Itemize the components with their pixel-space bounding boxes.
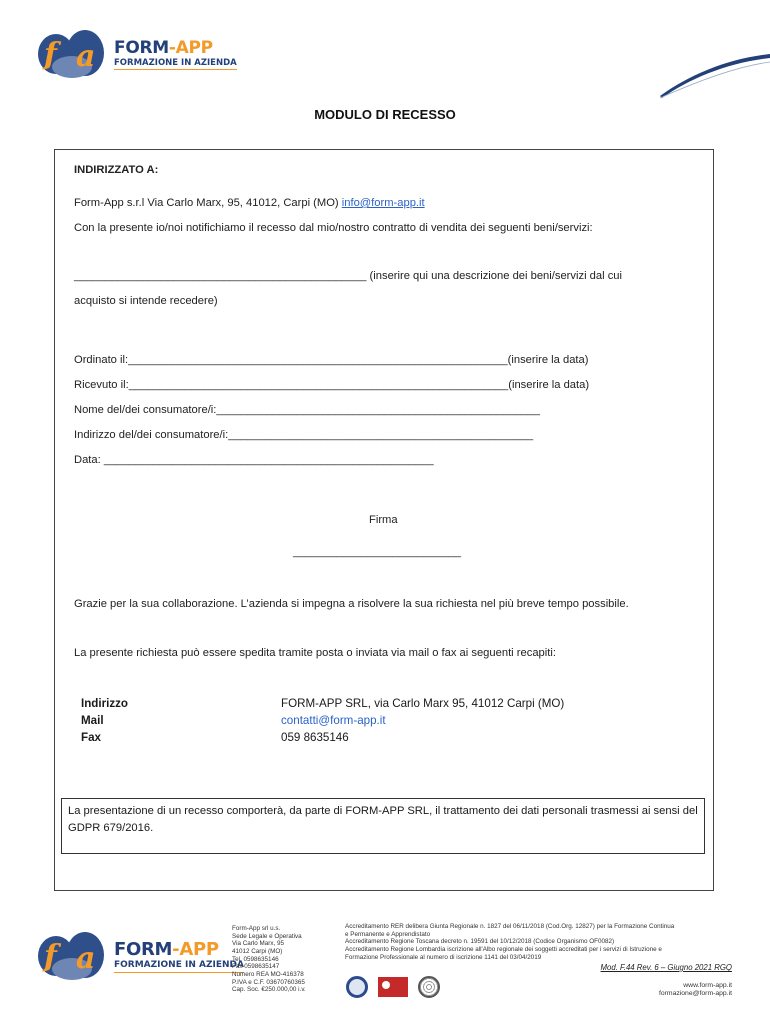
swoosh-decoration-icon (660, 44, 770, 100)
form-box (54, 149, 714, 891)
logo-mark-icon: f a (36, 30, 106, 80)
goods-description-field[interactable]: _______________________________________________ (inserire qui una descrizione dei beni/servizi dal cui (74, 270, 623, 282)
ordered-date-field[interactable]: Ordinato il:_____________________________________________________________(inserire la data) (74, 354, 589, 366)
accreditation-seal-icon (346, 976, 368, 998)
logo-subtitle: FORMAZIONE IN AZIENDA (114, 58, 237, 70)
address-line: Form-App s.r.l Via Carlo Marx, 95, 41012, Carpi (MO) info@form-app.it (74, 197, 425, 209)
footer-company-info: Form-App srl u.s. Sede Legale e Operativa Via Carlo Marx, 95 41012 Carpi (MO) Tel. 0598635146 Fax 0598635147 Numero REA MO-416378 P.IVA e C.F. 03670760365 Cap. Soc. €250.000,00 i.v. (232, 925, 306, 994)
contacts-table (81, 696, 564, 746)
contact-row-address (81, 696, 564, 713)
footer-email-link[interactable]: formazione@form-app.it (658, 990, 732, 998)
contact-value: FORM-APP SRL, via Carlo Marx 95, 41012 Carpi (MO) (281, 697, 565, 710)
notice-intro: Con la presente io/noi notifichiamo il recesso dal mio/nostro contratto di vendita dei seguenti beni/servizi: (74, 222, 593, 234)
date-field[interactable]: Data: _____________________________________________________ (74, 454, 434, 466)
form-app-footer-logo (36, 932, 244, 982)
consumer-address-field[interactable]: Indirizzo del/dei consumatore/i:_________________________________________________ (74, 429, 534, 441)
certification-badges (346, 976, 440, 998)
logo-brand: FORM-APP (114, 939, 219, 961)
privacy-notice: La presentazione di un recesso comporterà, da parte di FORM-APP SRL, il trattamento dei dati personali trasmessi ai sensi del GDPR 679/2016. (61, 798, 705, 854)
website-link[interactable]: www.form-app.it (683, 982, 732, 989)
contact-row-mail (81, 713, 564, 730)
footer-accreditations: Accreditamento RER delibera Giunta Regionale n. 1827 del 06/11/2018 (Cod.Org. 12827) per la Formazione Continua e Permanente e Apprendistato Accreditamento Regione Toscana decreto n. 19591 del 10/12/2018 (Codice Organismo OF0082) Accreditamento Regione Lombardia iscrizione all'Albo regionale dei soggetti accreditati per i servizi di Istruzione e Formazione Professionale al numero di iscrizione 1141 del 03/04/2019 (345, 923, 675, 961)
document-revision: Mod. F.44 Rev. 6 – Giugno 2021 RGQ (600, 963, 732, 972)
logo-brand: FORM-APP (114, 37, 213, 58)
contact-mail-link[interactable]: contatti@form-app.it (281, 713, 386, 727)
certification-logo-icon (378, 977, 408, 997)
consumer-name-field[interactable]: Nome del/dei consumatore/i:____________________________________________________ (74, 404, 540, 416)
logo-subtitle: FORMAZIONE IN AZIENDA (114, 960, 244, 973)
received-date-field[interactable]: Ricevuto il:_____________________________________________________________(inserire la data) (74, 379, 590, 391)
quality-seal-icon (418, 976, 440, 998)
contact-value: 059 8635146 (281, 730, 349, 744)
email-link[interactable]: info@form-app.it (341, 197, 425, 209)
signature-label: Firma (369, 514, 398, 526)
goods-description-cont: acquisto si intende recedere) (74, 295, 218, 307)
signature-field[interactable]: ___________________________ (293, 546, 461, 558)
logo-mark-icon: f a (36, 932, 106, 982)
contact-label: Mail (81, 713, 104, 727)
address-heading: INDIRIZZATO A: (74, 164, 159, 176)
send-info-text: La presente richiesta può essere spedita tramite posta o inviata via mail o fax ai seguenti recapiti: (74, 647, 556, 659)
contact-label: Indirizzo (81, 697, 129, 710)
page-title: MODULO DI RECESSO (314, 107, 456, 122)
form-app-logo (36, 30, 237, 80)
footer-web (659, 982, 732, 999)
contact-label: Fax (81, 730, 101, 744)
thanks-text: Grazie per la sua collaborazione. L’azienda si impegna a risolvere la sua richiesta nel più breve tempo possibile. (74, 598, 629, 610)
contact-row-fax (81, 730, 564, 747)
